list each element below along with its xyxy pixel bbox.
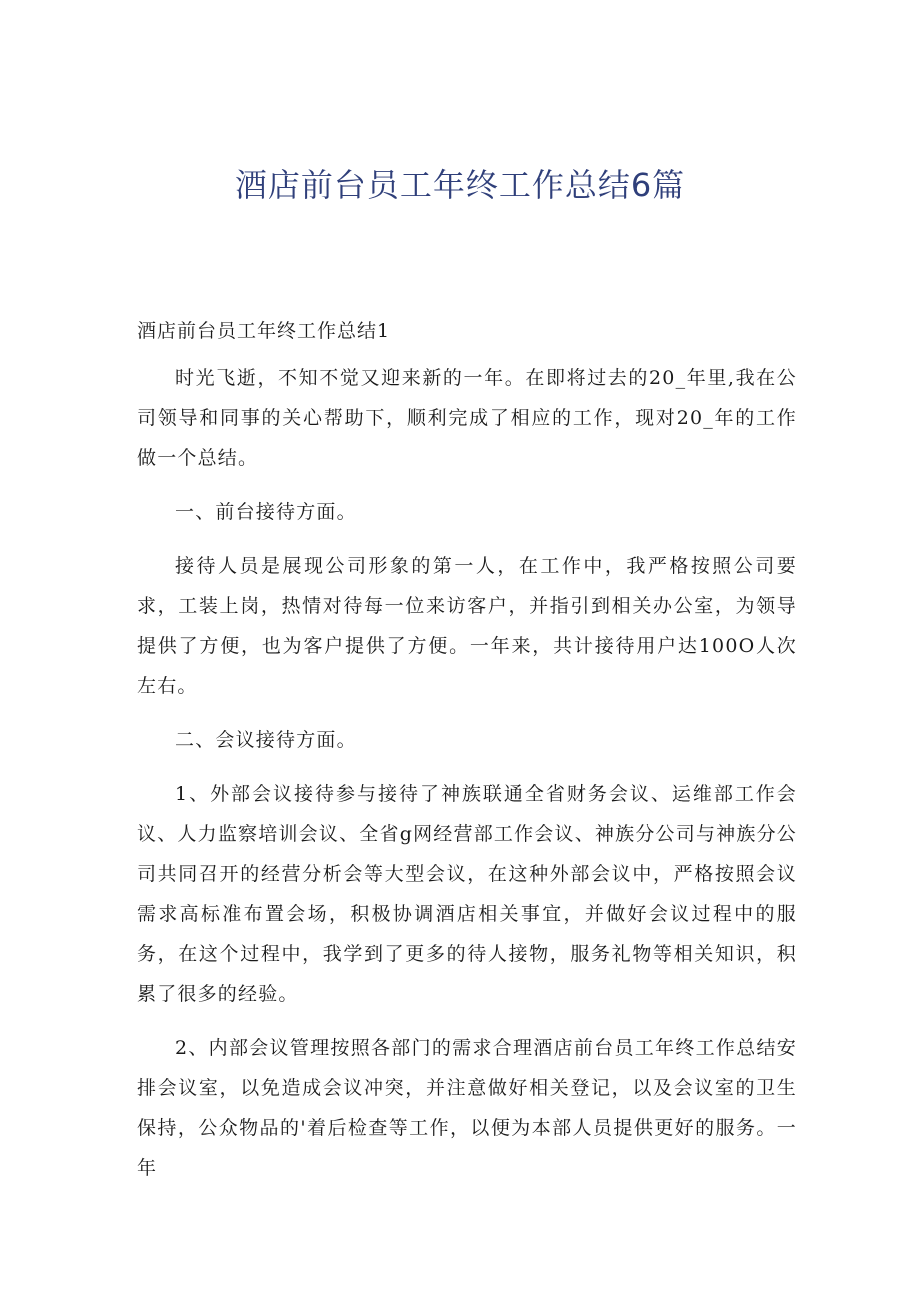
section-heading: 酒店前台员工年终工作总结1 [137, 320, 391, 342]
paragraph-external-meetings: 1、外部会议接待参与接待了神族联通全省财务会议、运维部工作会议、人力监察培训会议、全省g网经营部工作会议、神族分公司与神族分公司共同召开的经营分析会等大型会议，在这种外部会议中，严格按照会议需求高标准布置会场，积极协调酒店相关事宜，并做好会议过程中的服务，在这个过程中，我学到了更多的待人接物，服务礼物等相关知识，积累了很多的经验。 [137, 783, 797, 1005]
document-body [137, 358, 797, 1188]
paragraph-front-desk: 接待人员是展现公司形象的第一人，在工作中，我严格按照公司要求，工装上岗，热情对待每一位来访客户，并指引到相关办公室，为领导提供了方便，也为客户提供了方便。一年来，共计接待用户达100O人次左右。 [137, 555, 797, 697]
paragraph-intro: 时光飞逝，不知不觉又迎来新的一年。在即将过去的20_年里,我在公司领导和同事的关心帮助下，顺利完成了相应的工作，现对20_年的工作做一个总结。 [137, 367, 797, 469]
paragraph-heading-meetings: 二、会议接待方面。 [175, 729, 357, 751]
paragraph-internal-meetings: 2、内部会议管理按照各部门的需求合理酒店前台员工年终工作总结安排会议室，以免造成会议冲突，并注意做好相关登记，以及会议室的卫生保持，公众物品的'着后检查等工作，以便为本部人员提供更好的服务。一年 [137, 1037, 797, 1179]
document-title: 酒店前台员工年终工作总结6篇 [234, 166, 686, 204]
paragraph-heading-front-desk: 一、前台接待方面。 [175, 501, 357, 523]
